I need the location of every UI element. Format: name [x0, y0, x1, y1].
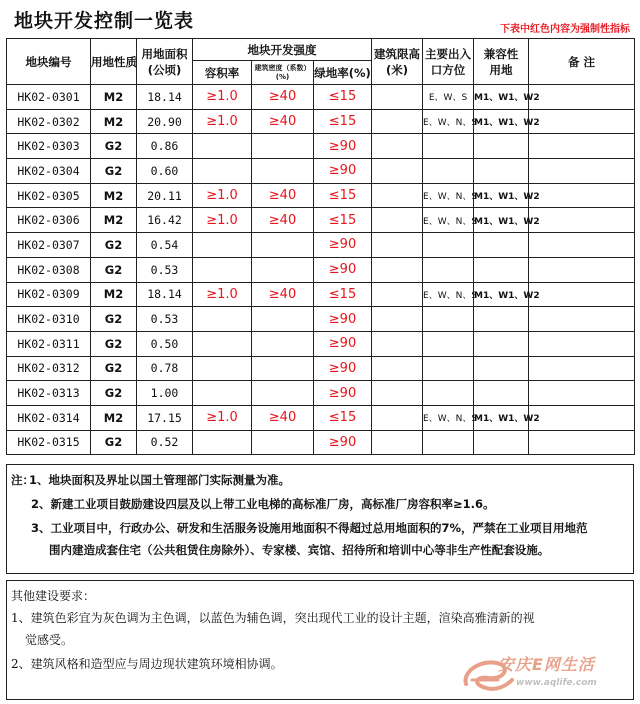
- header-code: 地块编号: [7, 39, 91, 85]
- cell-green: ≤15: [314, 282, 372, 307]
- cell-access: E、W、S: [423, 85, 474, 110]
- cell-far: [193, 331, 252, 356]
- cell-height: [372, 356, 423, 381]
- cell-green: ≤15: [314, 208, 372, 233]
- note-line-1: [11, 472, 290, 488]
- header-compat: [474, 39, 529, 85]
- cell-code: HK02-0312: [7, 356, 91, 381]
- cell-access: E、W、N、S: [423, 183, 474, 208]
- header-height: [372, 39, 423, 85]
- cell-compat: [474, 331, 529, 356]
- cell-green: ≥90: [314, 233, 372, 258]
- cell-green: ≥90: [314, 307, 372, 332]
- cell-code: HK02-0311: [7, 331, 91, 356]
- requirement-1a: 1、建筑色彩宜为灰色调为主色调，以蓝色为辅色调，突出现代工业的设计主题，渲染高雅清新的视: [11, 611, 535, 625]
- cell-access: [423, 356, 474, 381]
- cell-land-use: G2: [91, 233, 137, 258]
- header-compat-line1: 兼容性: [483, 46, 519, 61]
- cell-green: ≤15: [314, 85, 372, 110]
- cell-green: ≥90: [314, 159, 372, 184]
- cell-height: [372, 183, 423, 208]
- cell-land-use: G2: [91, 356, 137, 381]
- cell-land-use: M2: [91, 282, 137, 307]
- cell-far: ≥1.0: [193, 85, 252, 110]
- cell-area: 0.54: [137, 233, 193, 258]
- table-row: [7, 159, 635, 184]
- cell-remarks: [529, 307, 635, 332]
- header-area-line1: 用地面积: [141, 46, 188, 61]
- table-row: [7, 381, 635, 406]
- note-3a: 3、工业项目中，行政办公、研发和生活服务设施用地面积不得超过总用地面积的7%，严禁在工业项目用地范: [31, 521, 588, 535]
- cell-area: 18.14: [137, 85, 193, 110]
- cell-land-use: G2: [91, 134, 137, 159]
- cell-area: 17.15: [137, 405, 193, 430]
- title-row: [6, 0, 634, 38]
- header-access: [423, 39, 474, 85]
- cell-density: ≥40: [252, 85, 314, 110]
- cell-compat: [474, 430, 529, 455]
- cell-compat: [474, 356, 529, 381]
- cell-remarks: [529, 331, 635, 356]
- cell-green: ≥90: [314, 331, 372, 356]
- cell-compat: [474, 381, 529, 406]
- cell-green: ≥90: [314, 381, 372, 406]
- cell-compat: [474, 159, 529, 184]
- header-area: [137, 39, 193, 85]
- header-height-line1: 建筑限高: [374, 46, 421, 61]
- cell-far: ≥1.0: [193, 183, 252, 208]
- cell-remarks: [529, 159, 635, 184]
- watermark-name: 安庆E网生活: [498, 655, 595, 674]
- cell-code: HK02-0315: [7, 430, 91, 455]
- cell-code: HK02-0308: [7, 257, 91, 282]
- header-density: [252, 61, 314, 85]
- cell-compat: M1、W1、W2: [474, 208, 529, 233]
- cell-height: [372, 331, 423, 356]
- table-header: [7, 39, 635, 85]
- watermark-logo: [458, 648, 638, 702]
- cell-height: [372, 430, 423, 455]
- cell-compat: [474, 257, 529, 282]
- header-intensity: 地块开发强度: [193, 39, 372, 61]
- cell-land-use: M2: [91, 109, 137, 134]
- cell-area: 0.52: [137, 430, 193, 455]
- cell-height: [372, 159, 423, 184]
- cell-code: HK02-0309: [7, 282, 91, 307]
- cell-area: 18.14: [137, 282, 193, 307]
- cell-code: HK02-0313: [7, 381, 91, 406]
- cell-remarks: [529, 282, 635, 307]
- header-access-line1: 主要出入: [425, 46, 472, 61]
- requirements-heading: 其他建设要求：: [11, 589, 96, 603]
- table-row: [7, 282, 635, 307]
- cell-area: 0.53: [137, 307, 193, 332]
- cell-compat: M1、W1、W2: [474, 282, 529, 307]
- cell-access: E、W、N、S: [423, 405, 474, 430]
- table-row: [7, 331, 635, 356]
- cell-land-use: M2: [91, 208, 137, 233]
- cell-density: [252, 134, 314, 159]
- cell-compat: [474, 233, 529, 258]
- cell-access: E、W、N、S: [423, 109, 474, 134]
- cell-density: [252, 356, 314, 381]
- cell-far: [193, 257, 252, 282]
- cell-land-use: G2: [91, 430, 137, 455]
- cell-density: [252, 331, 314, 356]
- cell-access: [423, 257, 474, 282]
- cell-far: ≥1.0: [193, 405, 252, 430]
- cell-remarks: [529, 257, 635, 282]
- table-row: [7, 183, 635, 208]
- cell-land-use: M2: [91, 183, 137, 208]
- cell-green: ≤15: [314, 183, 372, 208]
- cell-area: 16.42: [137, 208, 193, 233]
- cell-density: [252, 381, 314, 406]
- watermark-url: www.aqlife.com: [516, 678, 597, 688]
- cell-area: 0.78: [137, 356, 193, 381]
- cell-height: [372, 381, 423, 406]
- cell-access: [423, 381, 474, 406]
- cell-land-use: G2: [91, 159, 137, 184]
- cell-area: 0.86: [137, 134, 193, 159]
- cell-green: ≥90: [314, 257, 372, 282]
- cell-remarks: [529, 183, 635, 208]
- cell-land-use: M2: [91, 85, 137, 110]
- cell-green: ≤15: [314, 109, 372, 134]
- cell-green: ≥90: [314, 356, 372, 381]
- cell-height: [372, 208, 423, 233]
- requirement-1b: 觉感受。: [25, 633, 74, 647]
- cell-density: [252, 307, 314, 332]
- cell-density: ≥40: [252, 208, 314, 233]
- cell-area: 20.11: [137, 183, 193, 208]
- cell-remarks: [529, 381, 635, 406]
- cell-land-use: G2: [91, 381, 137, 406]
- cell-density: ≥40: [252, 183, 314, 208]
- header-remarks: 备 注: [529, 39, 635, 85]
- cell-access: [423, 331, 474, 356]
- cell-remarks: [529, 430, 635, 455]
- cell-code: HK02-0310: [7, 307, 91, 332]
- table-row: [7, 356, 635, 381]
- cell-access: E、W、N、S: [423, 208, 474, 233]
- cell-access: [423, 430, 474, 455]
- cell-area: 0.60: [137, 159, 193, 184]
- cell-remarks: [529, 356, 635, 381]
- cell-land-use: M2: [91, 405, 137, 430]
- cell-access: [423, 233, 474, 258]
- table-row: [7, 233, 635, 258]
- header-density-line1: 建筑密度（系数）: [254, 63, 311, 72]
- header-green: 绿地率(%): [314, 61, 372, 85]
- table-row: [7, 430, 635, 455]
- cell-remarks: [529, 109, 635, 134]
- cell-density: [252, 159, 314, 184]
- header-height-line2: (米): [386, 62, 409, 77]
- cell-far: [193, 233, 252, 258]
- cell-area: 20.90: [137, 109, 193, 134]
- cell-compat: M1、W1、W2: [474, 85, 529, 110]
- cell-compat: [474, 307, 529, 332]
- cell-compat: M1、W1、W2: [474, 183, 529, 208]
- cell-area: 0.53: [137, 257, 193, 282]
- cell-area: 1.00: [137, 381, 193, 406]
- cell-remarks: [529, 405, 635, 430]
- cell-density: ≥40: [252, 405, 314, 430]
- cell-height: [372, 233, 423, 258]
- table-row: [7, 134, 635, 159]
- cell-height: [372, 85, 423, 110]
- cell-remarks: [529, 233, 635, 258]
- cell-density: ≥40: [252, 109, 314, 134]
- cell-far: [193, 356, 252, 381]
- header-density-line2: (%): [275, 72, 290, 81]
- notes-box: [6, 464, 634, 574]
- cell-code: HK02-0302: [7, 109, 91, 134]
- cell-access: [423, 307, 474, 332]
- table-row: [7, 208, 635, 233]
- cell-far: [193, 307, 252, 332]
- cell-area: 0.50: [137, 331, 193, 356]
- cell-access: E、W、N、S: [423, 282, 474, 307]
- cell-far: [193, 134, 252, 159]
- table-row: [7, 405, 635, 430]
- cell-height: [372, 282, 423, 307]
- cell-land-use: G2: [91, 257, 137, 282]
- notes-label: 注：: [11, 473, 34, 487]
- cell-compat: M1、W1、W2: [474, 405, 529, 430]
- cell-access: [423, 134, 474, 159]
- cell-far: ≥1.0: [193, 109, 252, 134]
- cell-far: ≥1.0: [193, 208, 252, 233]
- cell-land-use: G2: [91, 331, 137, 356]
- cell-green: ≥90: [314, 430, 372, 455]
- table-row: [7, 85, 635, 110]
- cell-code: HK02-0304: [7, 159, 91, 184]
- cell-far: ≥1.0: [193, 282, 252, 307]
- cell-height: [372, 134, 423, 159]
- header-area-line2: (公顷): [147, 62, 182, 77]
- header-far: 容积率: [193, 61, 252, 85]
- note-2: 2、新建工业项目鼓励建设四层及以上带工业电梯的高标准厂房，高标准厂房容积率≥1.6。: [31, 497, 495, 511]
- cell-remarks: [529, 134, 635, 159]
- cell-density: [252, 233, 314, 258]
- cell-code: HK02-0314: [7, 405, 91, 430]
- cell-code: HK02-0301: [7, 85, 91, 110]
- table-row: [7, 257, 635, 282]
- cell-far: [193, 159, 252, 184]
- requirement-2: 2、建筑风格和造型应与周边现状建筑环境相协调。: [11, 657, 283, 671]
- note-1-text: 1、地块面积及界址以国土管理部门实际测量为准。: [29, 473, 290, 487]
- cell-land-use: G2: [91, 307, 137, 332]
- cell-green: ≥90: [314, 134, 372, 159]
- header-land-use: 用地性质: [91, 39, 137, 85]
- cell-remarks: [529, 208, 635, 233]
- cell-height: [372, 405, 423, 430]
- cell-code: HK02-0305: [7, 183, 91, 208]
- table-row: [7, 307, 635, 332]
- page-title: 地块开发控制一览表: [14, 10, 195, 32]
- note-3b: 围内建造成套住宅（公共租赁住房除外）、专家楼、宾馆、招待所和培训中心等非生产性配套设施。: [49, 543, 550, 557]
- cell-far: [193, 381, 252, 406]
- header-access-line2: 口方位: [430, 62, 466, 77]
- mandatory-indicator-note: 下表中红色内容为强制性指标: [500, 24, 630, 35]
- land-control-table: [6, 38, 635, 455]
- cell-height: [372, 307, 423, 332]
- cell-density: ≥40: [252, 282, 314, 307]
- cell-code: HK02-0303: [7, 134, 91, 159]
- table-body: [7, 85, 635, 455]
- cell-height: [372, 109, 423, 134]
- cell-density: [252, 430, 314, 455]
- cell-green: ≤15: [314, 405, 372, 430]
- cell-code: HK02-0306: [7, 208, 91, 233]
- cell-code: HK02-0307: [7, 233, 91, 258]
- cell-compat: M1、W1、W2: [474, 109, 529, 134]
- header-compat-line2: 用地: [489, 62, 513, 77]
- table-row: [7, 109, 635, 134]
- cell-remarks: [529, 85, 635, 110]
- cell-height: [372, 257, 423, 282]
- cell-access: [423, 159, 474, 184]
- cell-compat: [474, 134, 529, 159]
- cell-far: [193, 430, 252, 455]
- cell-density: [252, 257, 314, 282]
